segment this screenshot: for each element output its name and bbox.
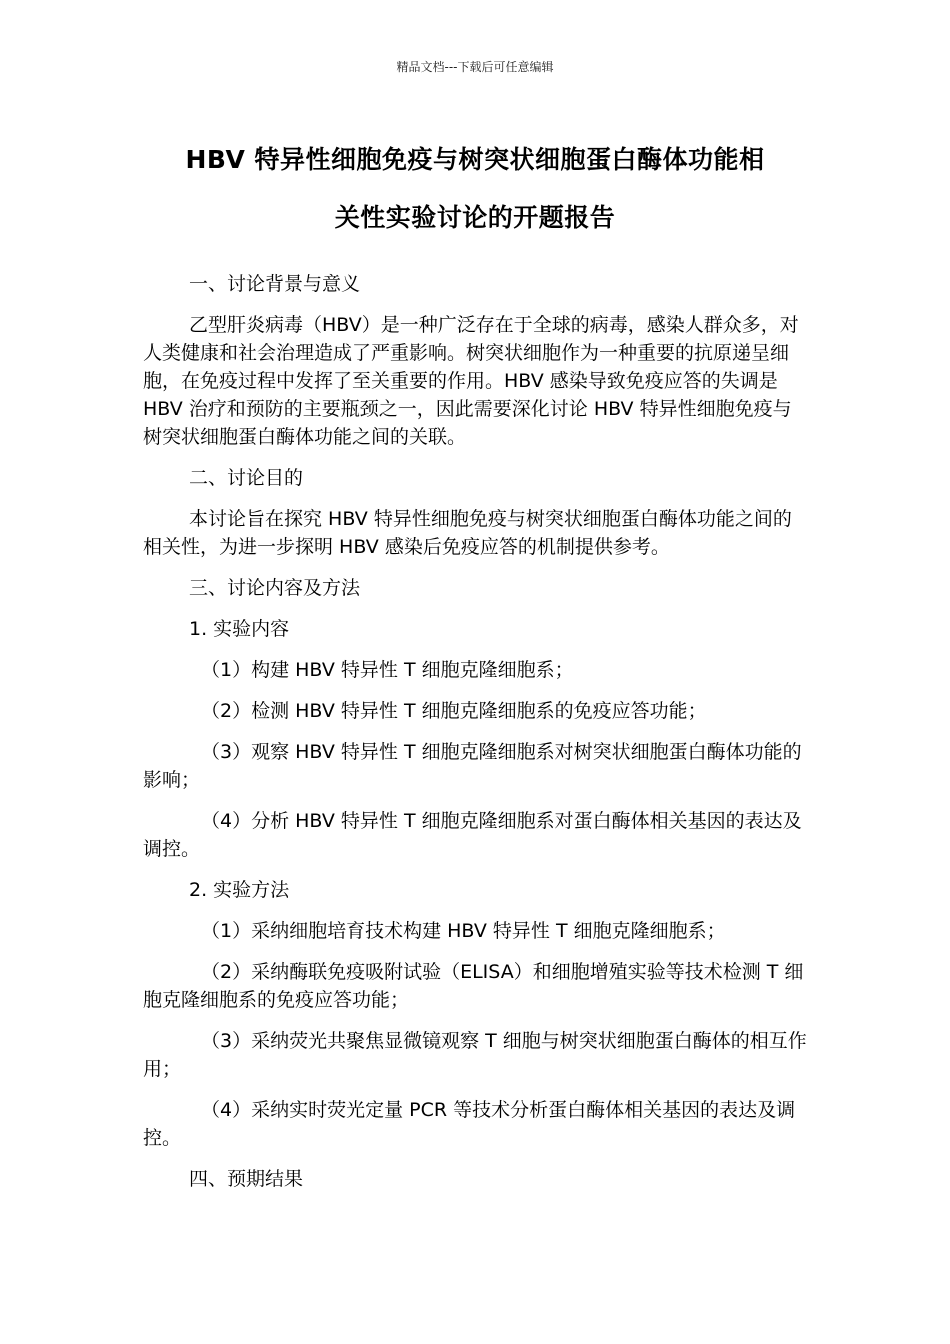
content-item: （1）构建 HBV 特异性 T 细胞克隆细胞系； (201, 659, 574, 681)
document-body (143, 270, 807, 1206)
purpose-paragraph: 本讨论旨在探究 HBV 特异性细胞免疫与树突状细胞蛋白酶体功能之间的相关性，为进一步探明 HBV 感染后免疫应答的机制提供参考。 (143, 508, 792, 558)
section-heading-expected-results: 四、预期结果 (189, 1168, 304, 1190)
content-item: （2）检测 HBV 特异性 T 细胞克隆细胞系的免疫应答功能； (201, 700, 707, 722)
background-paragraph: 乙型肝炎病毒（HBV）是一种广泛存在于全球的病毒，感染人群众多，对人类健康和社会治理造成了严重影响。树突状细胞作为一种重要的抗原递呈细胞，在免疫过程中发挥了至关重要的作用。HBV 感染导致免疫应答的失调是 HBV 治疗和预防的主要瓶颈之一，因此需要深化讨论 HBV 特异性细胞免疫与树突状细胞蛋白酶体功能之间的关联。 (143, 314, 799, 448)
page-header: 精品文档---下载后可任意编辑 (396, 60, 554, 74)
subsection-heading-experiment-content: 1. 实验内容 (189, 618, 290, 640)
method-item: （4）采纳实时荧光定量 PCR 等技术分析蛋白酶体相关基因的表达及调控。 (143, 1099, 796, 1149)
section-heading-purpose: 二、讨论目的 (189, 467, 304, 489)
section-heading-content-methods: 三、讨论内容及方法 (189, 577, 361, 599)
method-item: （2）采纳酶联免疫吸附试验（ELISA）和细胞增殖实验等技术检测 T 细胞克隆细胞系的免疫应答功能； (143, 961, 804, 1011)
content-item: （4）分析 HBV 特异性 T 细胞克隆细胞系对蛋白酶体相关基因的表达及调控。 (143, 810, 802, 860)
section-heading-background: 一、讨论背景与意义 (189, 273, 361, 295)
content-item: （3）观察 HBV 特异性 T 细胞克隆细胞系对树突状细胞蛋白酶体功能的影响； (143, 741, 802, 791)
document-title-line-2: 关性实验讨论的开题报告 (334, 203, 616, 232)
document-title-line-1: HBV 特异性细胞免疫与树突状细胞蛋白酶体功能相 (185, 145, 765, 174)
subsection-heading-experiment-methods: 2. 实验方法 (189, 879, 290, 901)
method-item: （1）采纳细胞培育技术构建 HBV 特异性 T 细胞克隆细胞系； (201, 920, 726, 942)
method-item: （3）采纳荧光共聚焦显微镜观察 T 细胞与树突状细胞蛋白酶体的相互作用； (143, 1030, 807, 1080)
